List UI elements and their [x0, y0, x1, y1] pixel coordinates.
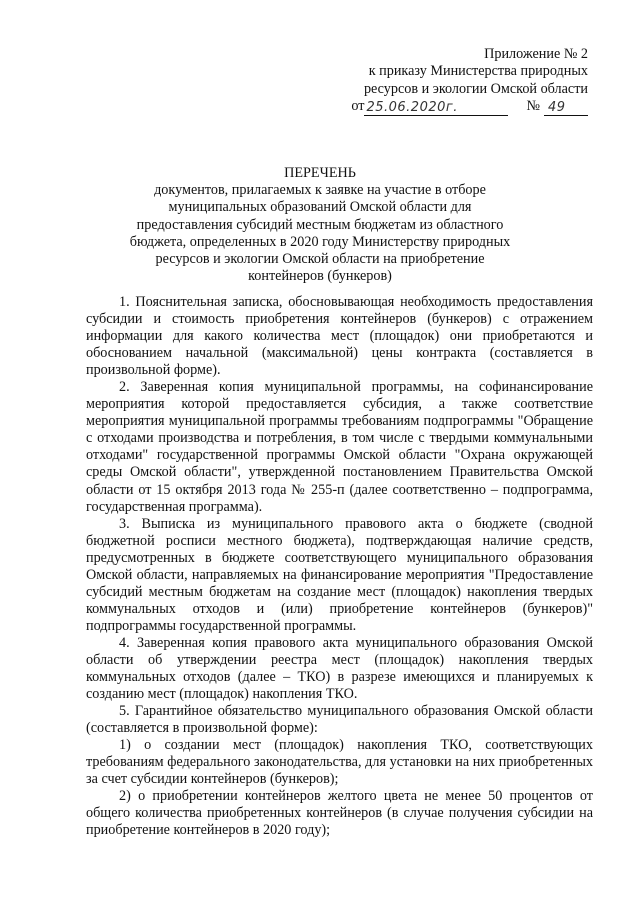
handwritten-number: 49	[544, 101, 588, 116]
list-item: 1. Пояснительная записка, обосновывающая необходимость предоставления субсидии и стоимость приобретения контейнеров (бункеров) с отражением информации для какого количества мест (площадок) они приобретаются и обоснованием начальной (максимальной) цены контракта (составляется в произвольной форме).	[86, 294, 593, 379]
list-item: 2. Заверенная копия муниципальной программы, на софинансирование мероприятия которой предоставляется субсидия, а также соответствие мероприятия муниципальной программы требованиям подпрограммы "Обращение с отходами производства и потребления, в том числе с твердыми коммунальными отходами" государственной программы Омской области "Охрана окружающей среды Омской области", утвержденной постановлением Правительства Омской области от 15 октября 2013 года № 255-п (далее соответственно – подпрограмма, государственная программа).	[86, 379, 593, 515]
ministry-name: ресурсов и экологии Омской области	[363, 80, 588, 97]
document-body	[86, 294, 593, 840]
appendix-header	[330, 46, 588, 116]
sub-list-item: 1) о создании мест (площадок) накопления ТКО, соответствующих требованиям федерального законодательства, для установки на них приобретенных за счет субсидии контейнеров (бункеров);	[86, 737, 593, 788]
sub-list-item: 2) о приобретении контейнеров желтого цвета не менее 50 процентов от общего количества приобретенных контейнеров (в случае получения субсидии на приобретение контейнеров в 2020 году);	[86, 788, 593, 839]
title-subtitle: документов, прилагаемых к заявке на участие в отборе муниципальных образований Омской области для предоставления субсидий местным бюджетам из областного бюджета, определенных в 2020 году Министерству природных ресурсов и экологии Омской области на приобретение контейнеров (бункеров)	[129, 182, 511, 285]
list-item: 4. Заверенная копия правового акта муниципального образования Омской области об утверждении реестра мест (площадок) накопления твердых коммунальных отходов (далее – ТКО) в разрезе имеющихся и планируемых к созданию мест (площадок) накопления ТКО.	[86, 634, 593, 703]
order-date-number-line	[330, 98, 588, 115]
order-reference: к приказу Министерства природных	[368, 63, 588, 80]
list-item: 5. Гарантийное обязательство муниципального образования Омской области (составляется в произвольной форме):	[86, 703, 593, 737]
list-item: 3. Выписка из муниципального правового акта о бюджете (сводной бюджетной росписи местного бюджета), подтверждающая наличие средств, предусмотренных в бюджете соответствующего муниципального образования Омской области, направляемых на финансирование мероприятия "Предоставление субсидий местным бюджетам на создание мест (площадок) накопления твердых коммунальных отходов и (или) приобретение контейнеров (бункеров)" подпрограммы государственной программы.	[86, 515, 593, 634]
date-prefix: от	[351, 98, 365, 115]
number-sign: №	[526, 98, 540, 115]
title-heading: ПЕРЕЧЕНЬ	[284, 165, 356, 181]
document-title	[120, 165, 520, 285]
handwritten-date: 25.06.2020г.	[364, 101, 508, 116]
appendix-number: Приложение № 2	[484, 46, 588, 62]
